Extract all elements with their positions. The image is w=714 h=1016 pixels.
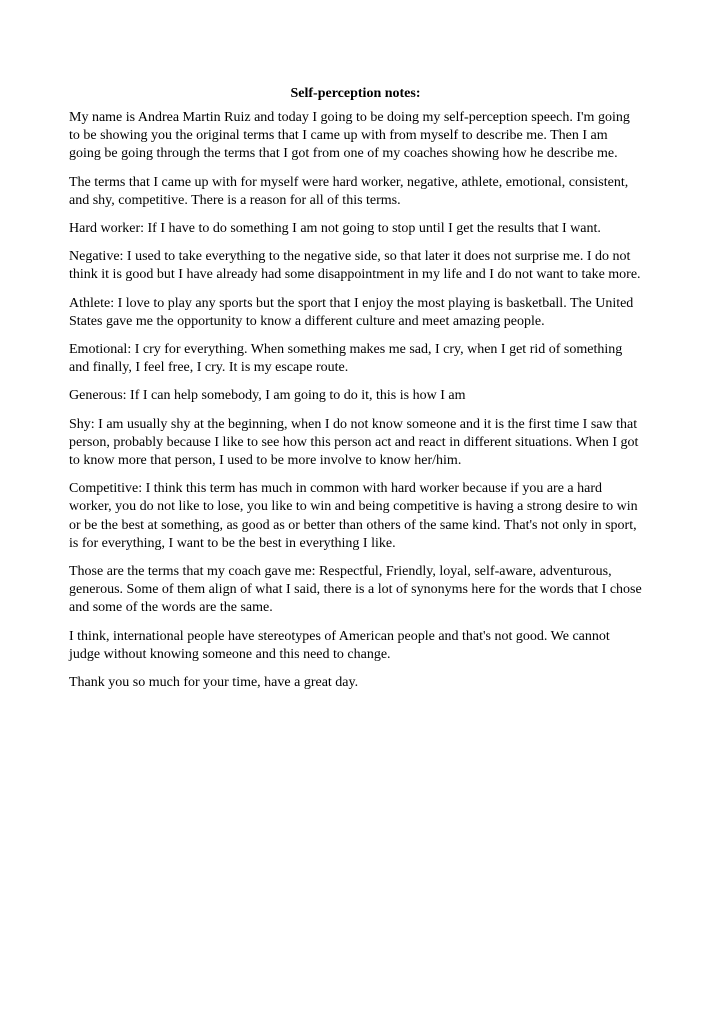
paragraph-competitive: Competitive: I think this term has much in common with hard worker because if you are a hard worker, you do not like to lose, you like to win and being competitive is having a strong desire to win or be the best at something, as good as or better than others of the same kind. That's not only in sport, is for everything, I want to be the best in everything I like.	[69, 481, 638, 551]
paragraph-terms: The terms that I came up with for myself were hard worker, negative, athlete, emotional, consistent, and shy, competitive. There is a reason for all of this terms.	[69, 174, 629, 208]
paragraph-hard-worker: Hard worker: If I have to do something I am not going to stop until I get the results that I want.	[69, 221, 601, 237]
paragraph-stereotypes: I think, international people have stereotypes of American people and that's not good. We cannot judge without knowing someone and this need to change.	[69, 628, 610, 662]
paragraph-generous: Generous: If I can help somebody, I am going to do it, this is how I am	[69, 388, 466, 404]
paragraph-athlete: Athlete: I love to play any sports but the sport that I enjoy the most playing is basketball. The United States gave me the opportunity to know a different culture and meet amazing people.	[69, 295, 634, 329]
paragraph-intro: My name is Andrea Martin Ruiz and today I going to be doing my self-perception speech. I'm going to be showing you the original terms that I came up with from myself to describe me. Then I am going be going through the terms that I got from one of my coaches showing how he describe me.	[69, 110, 630, 162]
paragraph-shy: Shy: I am usually shy at the beginning, when I do not know someone and it is the first time I saw that person, probably because I like to see how this person act and react in different situations. When I got to know more that person, I used to be more involve to know her/him.	[69, 416, 639, 469]
document-title: Self-perception notes:	[290, 86, 421, 101]
paragraph-closing: Thank you so much for your time, have a great day.	[69, 675, 359, 691]
paragraph-coach-terms: Those are the terms that my coach gave me: Respectful, Friendly, loyal, self-aware, adventurous, generous. Some of them align of what I said, there is a lot of synonyms here for the words that I chose and some of the words are the same.	[69, 564, 642, 616]
paragraph-negative: Negative: I used to take everything to the negative side, so that later it does not surprise me. I do not think it is good but I have already had some disappointment in my life and I do not want to take more.	[69, 249, 641, 283]
paragraph-emotional: Emotional: I cry for everything. When something makes me sad, I cry, when I get rid of something and finally, I feel free, I cry. It is my escape route.	[69, 342, 623, 376]
